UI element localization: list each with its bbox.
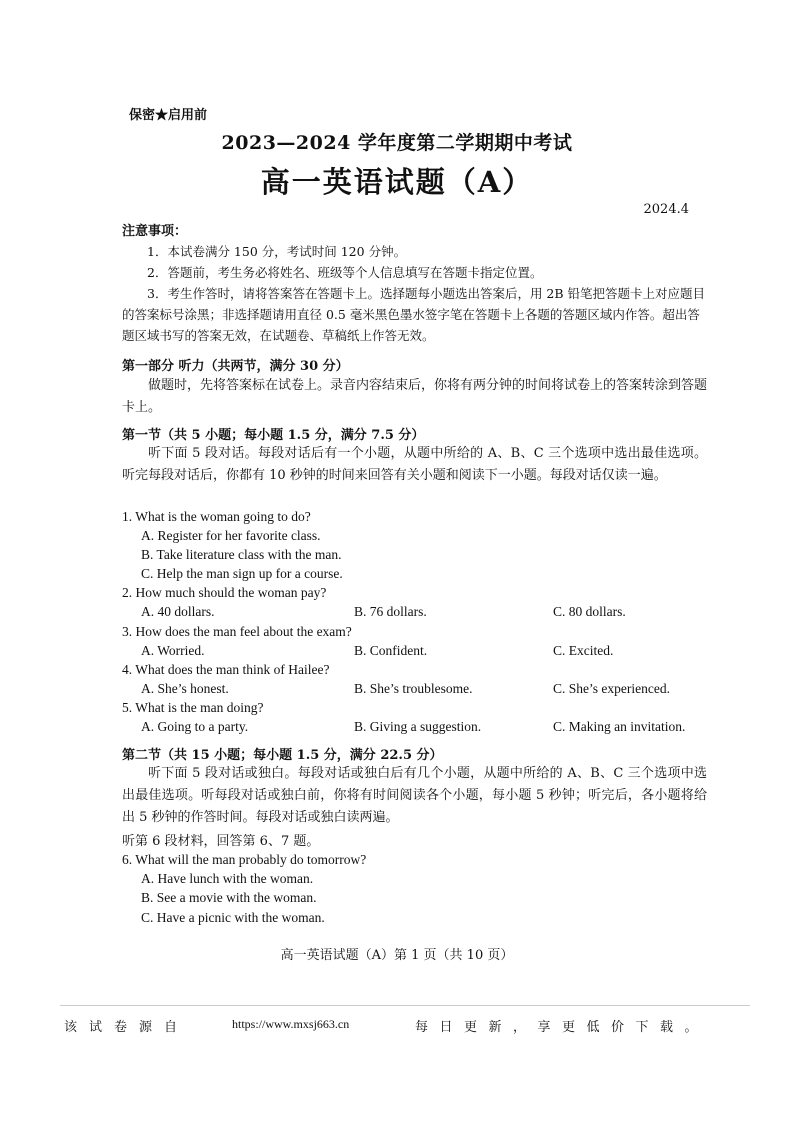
source-url: https://www.mxsj663.cn [232,1017,350,1031]
page-footer: 高一英语试题（A）第 1 页（共 10 页） [280,948,514,963]
question-4-stem: 4. What does the man think of Hailee? [122,662,330,677]
section2-heading: 第二节（共 15 小题；每小题 1.5 分，满分 22.5 分） [122,748,443,763]
section1-intro: 听下面 5 段对话。每段对话后有一个小题，从题中所给的 A、B、C 三个选项中选出最佳选项。听完每段对话后，你都有 10 秒钟的时间来回答有关小题和阅读下一小题。每段对话仅读一遍。 [122,446,707,483]
source-note-left: 该试卷源自 [64,1020,190,1035]
question-5-option-c: C. Making an invitation. [553,719,686,734]
confidential-label: 保密★启用前 [129,108,208,123]
question-4-option-b: B. She’s troublesome. [354,681,473,696]
question-4-option-c: C. She’s experienced. [553,681,670,696]
question-6-option-b: B. See a movie with the woman. [141,890,317,905]
note-item-3: 3．考生作答时，请将答案答在答题卡上。选择题每小题选出答案后，用 2B 铅笔把答题卡上对应题目的答案标号涂黑；非选择题请用直径 0.5 毫米黑色墨水签字笔在答题卡上各题的答题区域内作答。超出答题区域书写的答案无效，在试题卷、草稿纸上作答无效。 [122,286,706,343]
question-2-stem: 2. How much should the woman pay? [122,585,327,600]
question-1-option-a: A. Register for her favorite class. [141,528,321,543]
question-6-option-c: C. Have a picnic with the woman. [141,910,325,925]
question-1-option-b: B. Take literature class with the man. [141,547,342,562]
notes-heading: 注意事项： [122,224,188,239]
question-5-option-a: A. Going to a party. [141,719,249,734]
note-item-1: 1．本试卷满分 150 分，考试时间 120 分钟。 [147,244,407,259]
source-note-right: 每日更新，享更低价下载。 [415,1020,710,1035]
question-2-option-c: C. 80 dollars. [553,604,626,619]
section1-heading: 第一节（共 5 小题；每小题 1.5 分，满分 7.5 分） [122,428,425,443]
question-4-option-a: A. She’s honest. [141,681,229,696]
question-6-stem: 6. What will the man probably do tomorrow? [122,852,367,867]
subject-title: 高一英语试题（A） [260,165,534,199]
question-3-option-c: C. Excited. [553,643,614,658]
question-3-option-b: B. Confident. [354,643,428,658]
footer-divider [60,1005,750,1006]
material-note: 听第 6 段材料，回答第 6、7 题。 [122,834,320,849]
question-2-option-a: A. 40 dollars. [141,604,215,619]
part1-intro: 做题时，先将答案标在试卷上。录音内容结束后，你将有两分钟的时间将试卷上的答案转涂到答题卡上。 [122,378,708,415]
section2-intro: 听下面 5 段对话或独白。每段对话或独白后有几个小题，从题中所给的 A、B、C 三个选项中选出最佳选项。听每段对话或独白前，你将有时间阅读各个小题，每小题 5 秒钟；听完后，各小题将给出 5 秒钟的作答时间。每段对话或独白读两遍。 [122,766,707,825]
part1-heading: 第一部分 听力（共两节，满分 30 分） [122,359,349,374]
exam-title: 2023—2024 学年度第二学期期中考试 [221,132,573,154]
exam-date: 2024.4 [643,202,689,217]
question-5-stem: 5. What is the man doing? [122,700,264,715]
question-5-option-b: B. Giving a suggestion. [354,719,482,734]
question-6-option-a: A. Have lunch with the woman. [141,871,314,886]
question-3-option-a: A. Worried. [141,643,205,658]
question-3-stem: 3. How does the man feel about the exam? [122,624,352,639]
question-1-option-c: C. Help the man sign up for a course. [141,566,343,581]
question-2-option-b: B. 76 dollars. [354,604,427,619]
note-item-2: 2．答题前，考生务必将姓名、班级等个人信息填写在答题卡指定位置。 [147,265,543,280]
question-1-stem: 1. What is the woman going to do? [122,509,311,524]
